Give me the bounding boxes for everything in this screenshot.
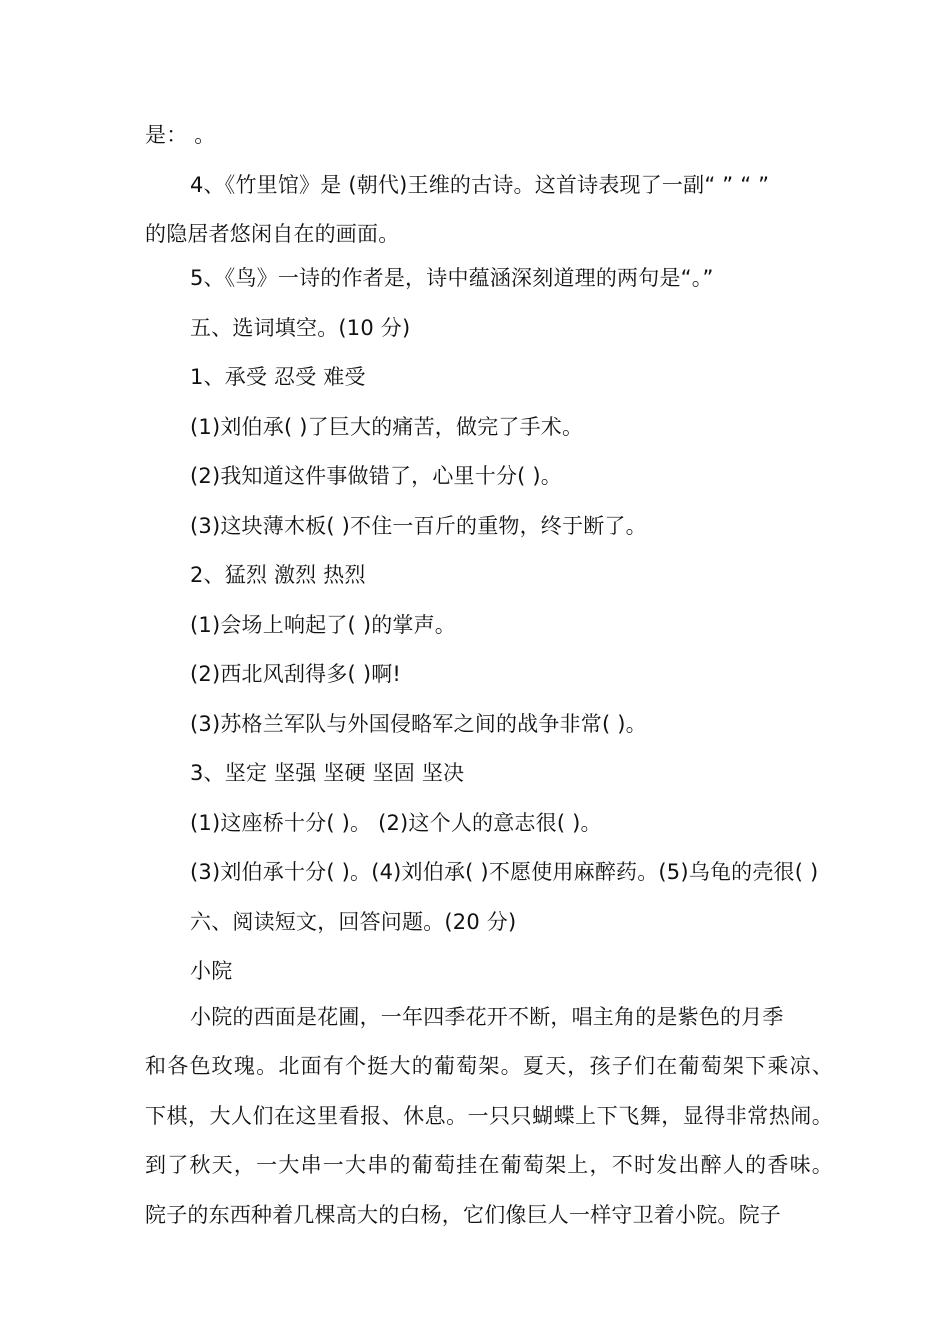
word-group-2: 2、猛烈 激烈 热烈 <box>190 563 366 587</box>
passage-line: 下棋，大人们在这里看报、休息。一只只蝴蝶上下飞舞，显得非常热闹。 <box>145 1104 833 1128</box>
question-line: (1)会场上响起了( )的掌声。 <box>190 613 457 637</box>
passage-line: 小院的西面是花圃，一年四季花开不断，唱主角的是紫色的月季 <box>190 1005 784 1029</box>
question-line: (1)这座桥十分( )。 (2)这个人的意志很( )。 <box>190 811 602 835</box>
question-line: (3)这块薄木板( )不住一百斤的重物，终于断了。 <box>190 514 647 538</box>
question-line: (2)我知道这件事做错了，心里十分( )。 <box>190 464 563 488</box>
text-line-4: 5、《鸟》一诗的作者是，诗中蕴涵深刻道理的两句是“。” <box>190 266 714 290</box>
text-line-3: 的隐居者悠闲自在的画面。 <box>145 222 400 246</box>
question-line: (3)苏格兰军队与外国侵略军之间的战争非常( )。 <box>190 712 647 736</box>
word-group-3: 3、坚定 坚强 坚硬 坚固 坚决 <box>190 761 465 785</box>
passage-line: 到了秋天，一大串一大串的葡萄挂在葡萄架上，不时发出醉人的香味。 <box>145 1153 833 1177</box>
section-heading-five: 五、选词填空。(10 分) <box>190 316 411 340</box>
passage-line: 和各色玫瑰。北面有个挺大的葡萄架。夏天，孩子们在葡萄架下乘凉、 <box>145 1054 833 1078</box>
text-line-1: 是： 。 <box>145 123 216 147</box>
question-line: (3)刘伯承十分( )。(4)刘伯承( )不愿使用麻醉药。(5)乌龟的壳很( ) <box>190 860 819 884</box>
passage-line: 院子的东西种着几棵高大的白杨，它们像巨人一样守卫着小院。院子 <box>145 1203 781 1227</box>
question-line: (1)刘伯承( )了巨大的痛苦，做完了手术。 <box>190 415 584 439</box>
section-heading-six: 六、阅读短文，回答问题。(20 分) <box>190 910 517 934</box>
passage-title: 小院 <box>190 959 233 983</box>
word-group-1: 1、承受 忍受 难受 <box>190 365 366 389</box>
text-line-2: 4、《竹里馆》是 (朝代)王维的古诗。这首诗表现了一副“ ” “ ” <box>190 173 770 197</box>
question-line: (2)西北风刮得多( )啊! <box>190 662 402 686</box>
